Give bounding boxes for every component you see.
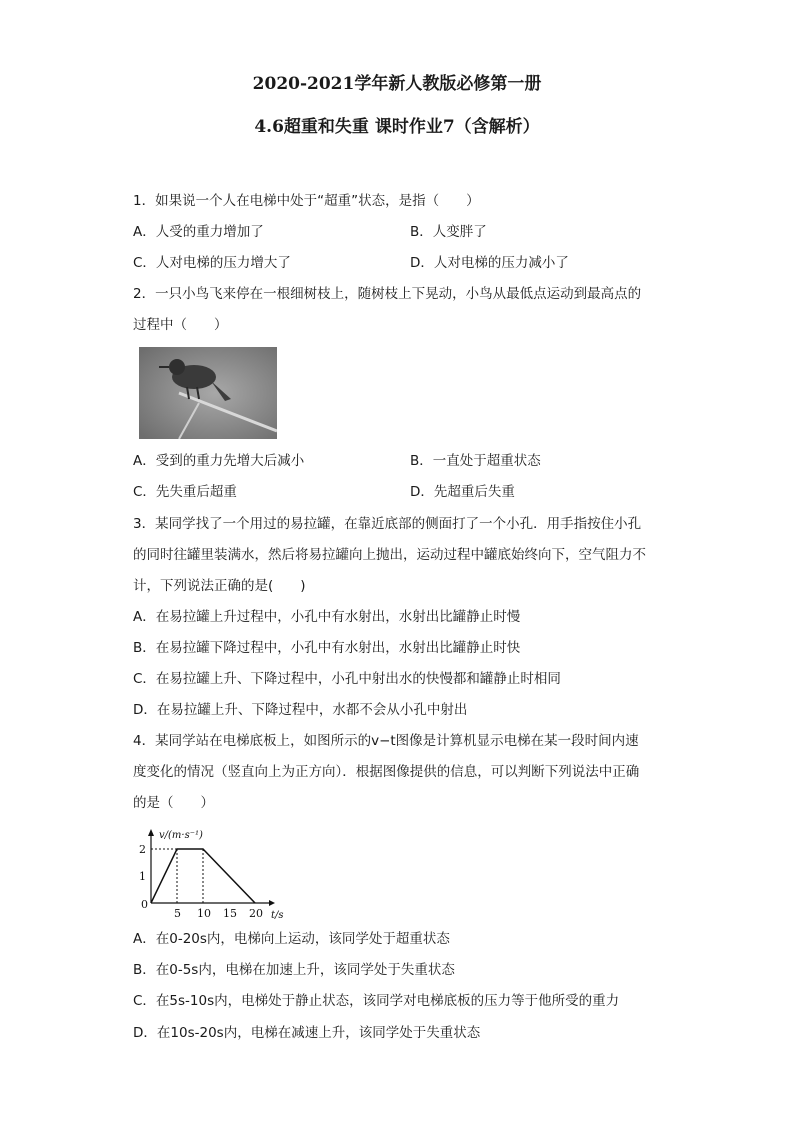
question-1-option-c: C．人对电梯的压力增大了	[133, 255, 291, 271]
question-3-stem-line2: 的同时往罐里装满水，然后将易拉罐向上抛出，运动过程中罐底始终向下，空气阻力不	[133, 547, 646, 563]
question-2-stem-line1: 2．一只小鸟飞来停在一根细树枝上，随树枝上下晃动，小鸟从最低点运动到最高点的	[133, 286, 642, 302]
x-axis	[151, 900, 275, 906]
x-tick-label-5: 5	[174, 907, 181, 920]
question-3-option-b: B．在易拉罐下降过程中，小孔中有水射出，水射出比罐静止时快	[133, 640, 521, 656]
vt-graph	[133, 826, 293, 922]
question-2-stem-line2: 过程中（ ）	[133, 317, 228, 333]
bird-on-branch-illustration	[139, 347, 277, 439]
question-3-stem-line3: 计，下列说法正确的是( )	[133, 578, 306, 594]
question-2-option-d: D．先超重后失重	[410, 484, 515, 500]
question-4-stem-line1: 4．某同学站在电梯底板上，如图所示的v−t图像是计算机显示电梯在某一段时间内速	[133, 733, 639, 749]
question-2-option-b: B．一直处于超重状态	[410, 453, 541, 469]
question-2-option-a: A．受到的重力先增大后减小	[133, 453, 305, 469]
question-4-stem-line3: 的是（ ）	[133, 795, 214, 811]
question-2-option-c: C．先失重后超重	[133, 484, 237, 500]
x-axis-label: t/s	[271, 910, 284, 921]
origin-label: 0	[141, 898, 148, 911]
x-tick-label-10: 10	[197, 907, 211, 920]
y-tick-label-1: 1	[139, 870, 146, 883]
question-3-stem-line1: 3．某同学找了一个用过的易拉罐，在靠近底部的侧面打了一个小孔．用手指按住小孔	[133, 516, 642, 532]
question-4-option-d: D．在10s-20s内，电梯在减速上升，该同学处于失重状态	[133, 1025, 481, 1041]
page-title-line2: 4.6超重和失重 课时作业7（含解析）	[254, 117, 540, 137]
question-4-option-b: B．在0-5s内，电梯在加速上升，该同学处于失重状态	[133, 962, 455, 978]
question-1-option-a: A．人受的重力增加了	[133, 224, 264, 240]
page-title-line1: 2020-2021学年新人教版必修第一册	[252, 74, 542, 94]
question-1-option-b: B．人变胖了	[410, 224, 487, 240]
question-3-option-d: D．在易拉罐上升、下降过程中，水都不会从小孔中射出	[133, 702, 468, 718]
question-4-stem-line2: 度变化的情况（竖直向上为正方向）．根据图像提供的信息，可以判断下列说法中正确	[133, 764, 640, 780]
y-axis	[148, 829, 154, 903]
x-tick-label-20: 20	[249, 907, 263, 920]
question-1-stem: 1．如果说一个人在电梯中处于“超重”状态，是指（ ）	[133, 193, 480, 209]
question-4-option-a: A．在0-20s内，电梯向上运动，该同学处于超重状态	[133, 931, 450, 947]
question-3-option-c: C．在易拉罐上升、下降过程中，小孔中射出水的快慢都和罐静止时相同	[133, 671, 561, 687]
question-1-option-d: D．人对电梯的压力减小了	[410, 255, 569, 271]
x-tick-label-15: 15	[223, 907, 237, 920]
bird-photo	[139, 347, 277, 439]
question-4-option-c: C．在5s-10s内，电梯处于静止状态，该同学对电梯底板的压力等于他所受的重力	[133, 993, 620, 1009]
y-tick-label-2: 2	[139, 843, 146, 856]
y-axis-label: v/(m·s⁻¹)	[159, 830, 203, 841]
question-3-option-a: A．在易拉罐上升过程中，小孔中有水射出，水射出比罐静止时慢	[133, 609, 521, 625]
